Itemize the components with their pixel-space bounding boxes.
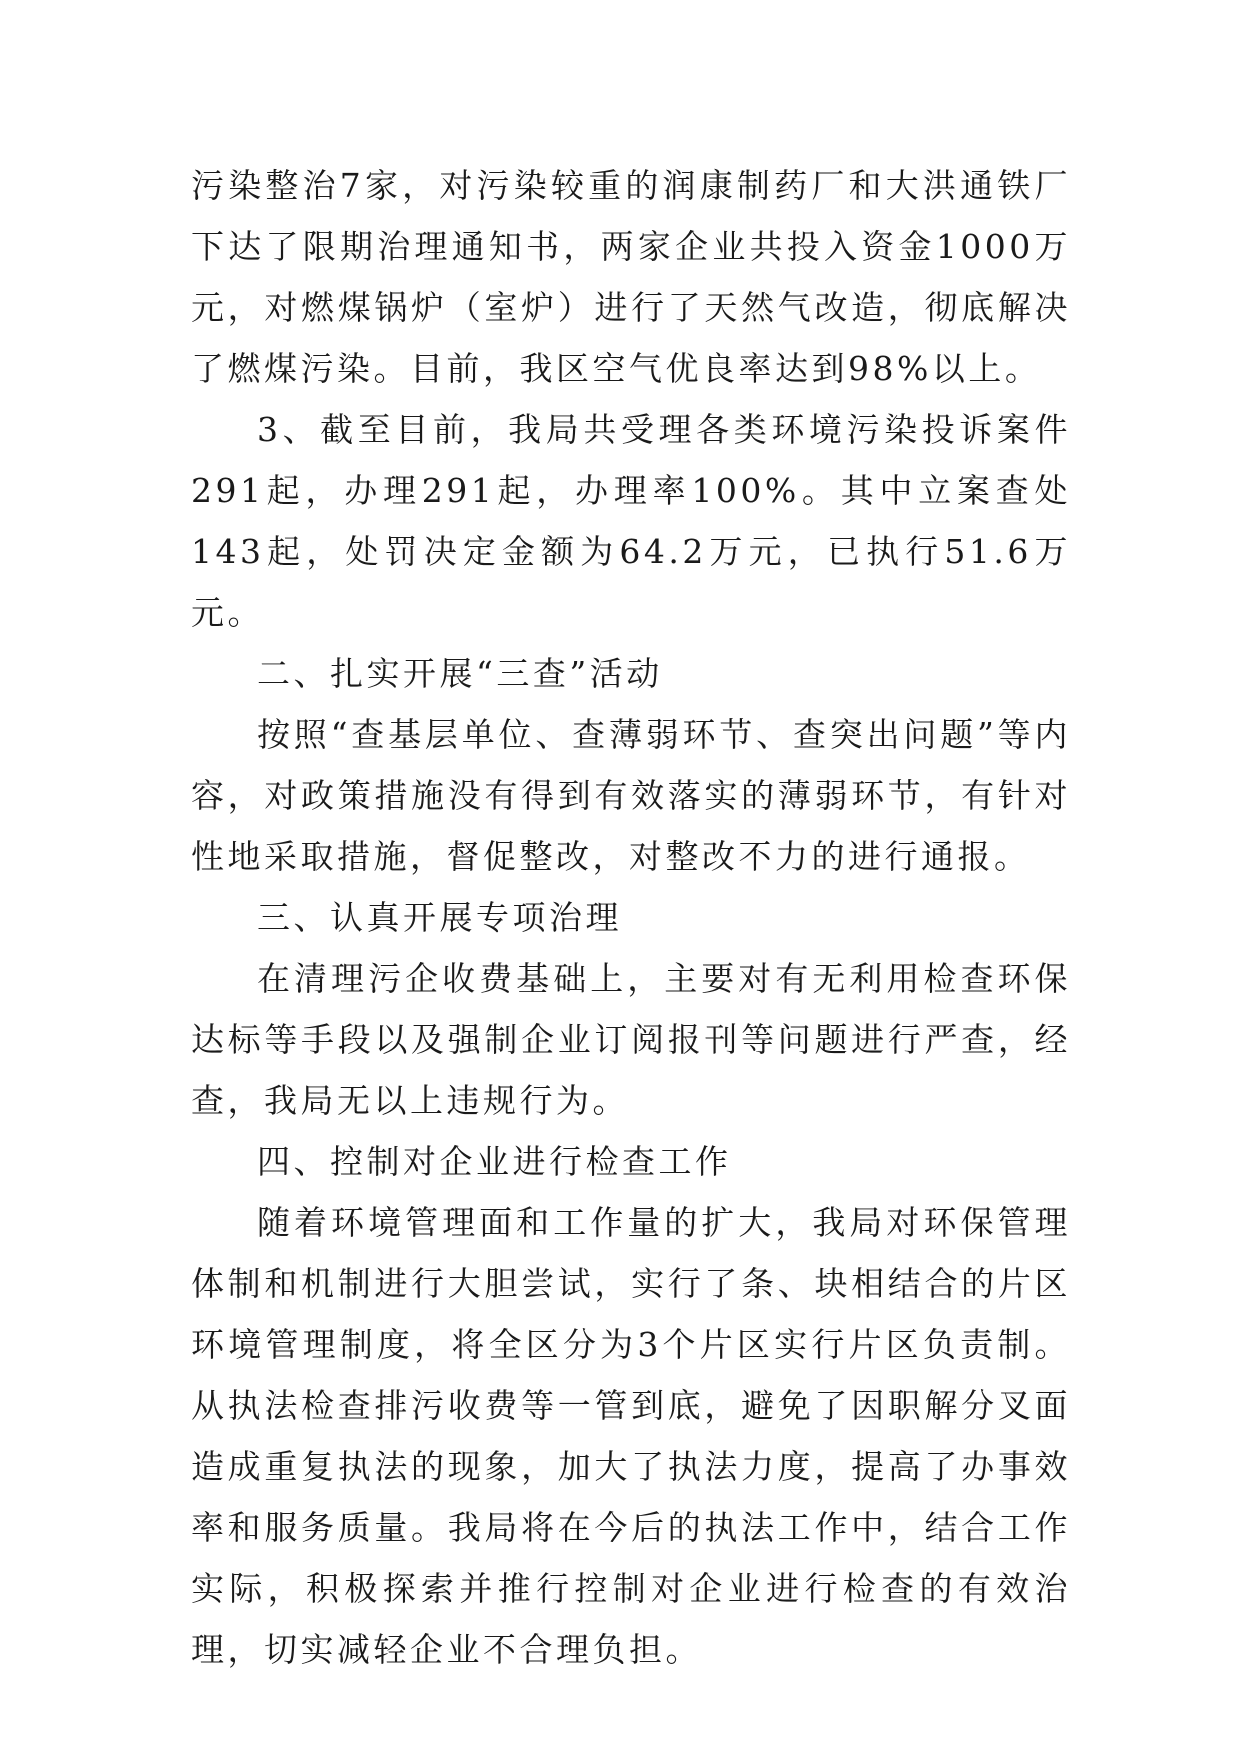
body-paragraph: 污染整治7家，对污染较重的润康制药厂和大洪通铁厂下达了限期治理通知书，两家企业共投入资金1000万元，对燃煤锅炉（室炉）进行了天然气改造，彻底解决了燃煤污染。目前，我区空气优良率达到98%以上。 [191,166,1071,388]
body-paragraph: 随着环境管理面和工作量的扩大，我局对环保管理体制和机制进行大胆尝试，实行了条、块相结合的片区环境管理制度，将全区分为3个片区实行片区负责制。从执法检查排污收费等一管到底，避免了因职解分叉面造成重复执法的现象，加大了执法力度，提高了办事效率和服务质量。我局将在今后的执法工作中，结合工作实际，积极探索并推行控制对企业进行检查的有效治理，切实减轻企业不合理负担。 [191,1203,1071,1669]
body-paragraph: 按照“查基层单位、查薄弱环节、查突出问题”等内容，对政策措施没有得到有效落实的薄弱环节，有针对性地采取措施，督促整改，对整改不力的进行通报。 [191,715,1071,876]
document-body [191,155,1071,1680]
section-heading: 三、认真开展专项治理 [257,898,622,937]
body-paragraph: 在清理污企收费基础上，主要对有无利用检查环保达标等手段以及强制企业订阅报刊等问题进行严查，经查，我局无以上违规行为。 [191,959,1071,1120]
body-paragraph: 3、截至目前，我局共受理各类环境污染投诉案件291起，办理291起，办理率100%。其中立案查处143起，处罚决定金额为64.2万元，已执行51.6万元。 [191,410,1071,632]
section-heading: 四、控制对企业进行检查工作 [257,1142,732,1181]
section-heading: 二、扎实开展“三查”活动 [257,654,663,693]
